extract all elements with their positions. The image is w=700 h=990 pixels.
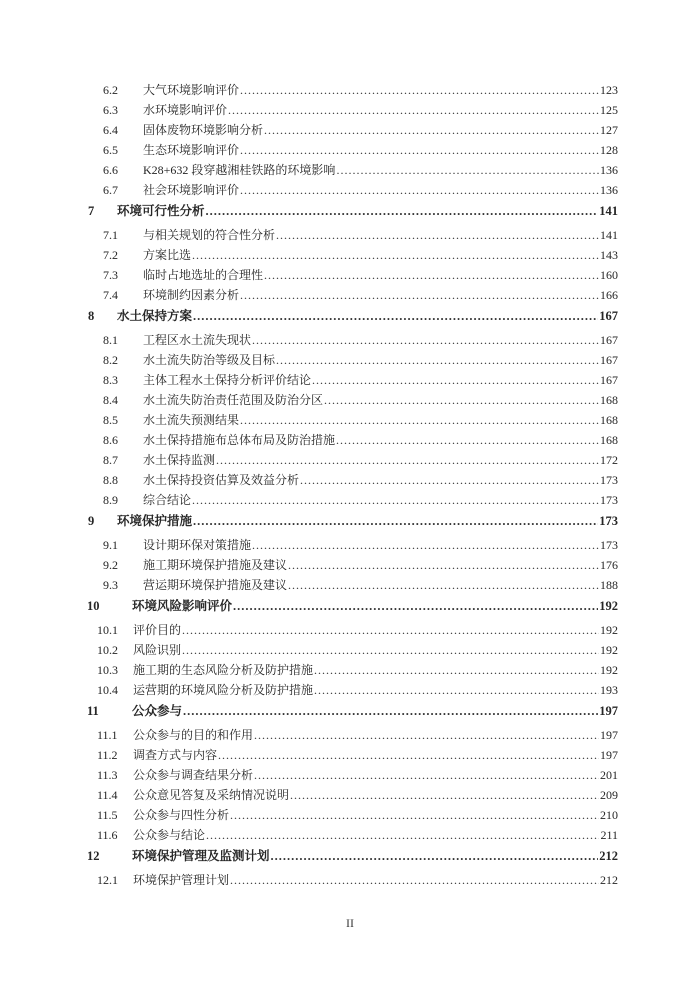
toc-entry-page: 127 bbox=[600, 123, 618, 137]
toc-entry bbox=[87, 100, 618, 120]
toc-entry-title: 社会环境影响评价 bbox=[143, 183, 240, 197]
toc-entry-title: 调查方式与内容 bbox=[133, 748, 218, 762]
toc-entry bbox=[87, 180, 618, 200]
toc-entry-page: 160 bbox=[600, 268, 618, 282]
toc-leader-dots bbox=[183, 701, 598, 721]
toc-entry-page: 167 bbox=[600, 353, 618, 367]
toc-leader-dots bbox=[252, 535, 599, 555]
toc-entry-number: 6.7 bbox=[103, 183, 118, 197]
toc-entry-number: 6.6 bbox=[103, 163, 118, 177]
toc-entry bbox=[87, 306, 618, 326]
toc-entry-number: 8 bbox=[88, 309, 95, 323]
toc-leader-dots bbox=[288, 555, 599, 575]
toc-entry-title: 主体工程水土保持分析评价结论 bbox=[143, 373, 312, 387]
toc-entry-page: 167 bbox=[600, 333, 618, 347]
toc-entry-page: 168 bbox=[600, 433, 618, 447]
toc-entry-number: 7.2 bbox=[103, 248, 118, 262]
toc-entry bbox=[87, 701, 618, 721]
toc-entry bbox=[87, 535, 618, 555]
toc-leader-dots bbox=[264, 120, 599, 140]
toc-entry-title: 水环境影响评价 bbox=[143, 103, 228, 117]
toc-entry-number: 9.1 bbox=[103, 538, 118, 552]
footer-page-number: II bbox=[346, 916, 354, 930]
toc-entry-number: 8.7 bbox=[103, 453, 118, 467]
toc-entry bbox=[87, 370, 618, 390]
toc-entry-title: 工程区水土流失现状 bbox=[143, 333, 252, 347]
toc-leader-dots bbox=[240, 140, 599, 160]
toc-entry-page: 168 bbox=[600, 413, 618, 427]
toc-entry-title: 环境制约因素分析 bbox=[143, 288, 240, 302]
toc-entry bbox=[87, 330, 618, 350]
toc-entry-number: 7.1 bbox=[103, 228, 118, 242]
toc-entry-title: 公众参与调查结果分析 bbox=[133, 768, 254, 782]
toc-entry-page: 197 bbox=[600, 748, 618, 762]
toc-leader-dots bbox=[276, 225, 599, 245]
toc-entry-number: 10.1 bbox=[97, 623, 118, 637]
toc-entry-page: 143 bbox=[600, 248, 618, 262]
toc-entry bbox=[87, 120, 618, 140]
toc-entry-title: 公众参与的目的和作用 bbox=[133, 728, 254, 742]
toc-entry-page: 136 bbox=[600, 163, 618, 177]
toc-entry bbox=[87, 410, 618, 430]
toc-entry-title: 公众参与 bbox=[132, 704, 183, 718]
toc-entry-number: 10 bbox=[87, 599, 100, 613]
toc-entry bbox=[87, 846, 618, 866]
toc-entry bbox=[87, 390, 618, 410]
toc-entry bbox=[87, 660, 618, 680]
toc-leader-dots bbox=[276, 350, 599, 370]
toc-entry bbox=[87, 765, 618, 785]
toc-entry-page: 193 bbox=[600, 683, 618, 697]
toc-entry-title: 评价目的 bbox=[133, 623, 182, 637]
toc-leader-dots bbox=[193, 511, 598, 531]
toc-entry-title: 营运期环境保护措施及建议 bbox=[143, 578, 288, 592]
toc-entry-title: 方案比选 bbox=[143, 248, 192, 262]
toc-entry-number: 11.5 bbox=[97, 808, 118, 822]
toc-leader-dots bbox=[182, 620, 599, 640]
toc-entry-page: 173 bbox=[600, 538, 618, 552]
toc-entry-page: 173 bbox=[600, 493, 618, 507]
toc-entry-title: 施工期的生态风险分析及防护措施 bbox=[133, 663, 314, 677]
toc-entry bbox=[87, 620, 618, 640]
toc-entry-number: 8.2 bbox=[103, 353, 118, 367]
toc-entry-title: 水土保持监测 bbox=[143, 453, 216, 467]
toc-entry-title: 水土流失防治等级及目标 bbox=[143, 353, 276, 367]
toc-entry-title: 水土保持投资估算及效益分析 bbox=[143, 473, 300, 487]
toc-entry-number: 11.4 bbox=[97, 788, 118, 802]
toc-entry-title: 大气环境影响评价 bbox=[143, 83, 240, 97]
toc-leader-dots bbox=[240, 180, 599, 200]
toc-entry-number: 6.3 bbox=[103, 103, 118, 117]
toc-entry-title: 综合结论 bbox=[143, 493, 192, 507]
toc-entry-page: 192 bbox=[600, 643, 618, 657]
toc-leader-dots bbox=[240, 80, 599, 100]
toc-entry bbox=[87, 870, 618, 890]
toc-entry-page: 136 bbox=[600, 183, 618, 197]
toc-entry-number: 11.2 bbox=[97, 748, 118, 762]
toc-leader-dots bbox=[218, 745, 599, 765]
toc-entry-title: 与相关规划的符合性分析 bbox=[143, 228, 276, 242]
toc-entry-page: 197 bbox=[599, 704, 618, 718]
toc-entry-page: 141 bbox=[599, 204, 618, 218]
toc-entry-page: 141 bbox=[600, 228, 618, 242]
toc-leader-dots bbox=[240, 285, 599, 305]
toc-entry-title: 运营期的环境风险分析及防护措施 bbox=[133, 683, 314, 697]
toc-entry bbox=[87, 490, 618, 510]
toc-entry-title: 水土保持方案 bbox=[117, 309, 193, 323]
toc-leader-dots bbox=[240, 410, 599, 430]
toc-entry bbox=[87, 430, 618, 450]
toc-leader-dots bbox=[264, 265, 599, 285]
toc-entry-title: 环境保护管理计划 bbox=[133, 873, 230, 887]
toc-entry-page: 168 bbox=[600, 393, 618, 407]
toc-entry-page: 167 bbox=[599, 309, 618, 323]
toc-entry-number: 8.9 bbox=[103, 493, 118, 507]
toc-entry bbox=[87, 596, 618, 616]
toc-leader-dots bbox=[182, 640, 599, 660]
toc-leader-dots bbox=[288, 575, 599, 595]
toc-leader-dots bbox=[336, 430, 599, 450]
toc-entry-page: 188 bbox=[600, 578, 618, 592]
toc-entry-number: 9.2 bbox=[103, 558, 118, 572]
toc-leader-dots bbox=[314, 680, 599, 700]
toc-leader-dots bbox=[252, 330, 599, 350]
toc-entry-number: 8.8 bbox=[103, 473, 118, 487]
toc-leader-dots bbox=[193, 306, 598, 326]
toc-entry-number: 11.1 bbox=[97, 728, 118, 742]
toc-entry-title: 环境风险影响评价 bbox=[132, 599, 233, 613]
toc-leader-dots bbox=[206, 825, 599, 845]
toc-entry bbox=[87, 725, 618, 745]
toc-entry-number: 7.3 bbox=[103, 268, 118, 282]
toc-entry-page: 172 bbox=[600, 453, 618, 467]
toc-entry bbox=[87, 225, 618, 245]
toc-entry bbox=[87, 680, 618, 700]
toc-leader-dots bbox=[300, 470, 599, 490]
toc-entry-page: 167 bbox=[600, 373, 618, 387]
toc-leader-dots bbox=[230, 805, 599, 825]
toc-entry-page: 173 bbox=[600, 473, 618, 487]
toc-entry bbox=[87, 160, 618, 180]
toc-entry-title: 水土流失预测结果 bbox=[143, 413, 240, 427]
toc-entry-number: 6.4 bbox=[103, 123, 118, 137]
toc-entry-title: 设计期环保对策措施 bbox=[143, 538, 252, 552]
toc-entry-page: 192 bbox=[600, 663, 618, 677]
toc-entry-number: 7.4 bbox=[103, 288, 118, 302]
toc-entry bbox=[87, 575, 618, 595]
toc-entry bbox=[87, 470, 618, 490]
toc-entry bbox=[87, 245, 618, 265]
toc-entry bbox=[87, 825, 618, 845]
toc-entry bbox=[87, 745, 618, 765]
toc-entry-number: 10.4 bbox=[97, 683, 118, 697]
toc-leader-dots bbox=[312, 370, 599, 390]
toc-leader-dots bbox=[254, 725, 599, 745]
toc-entry bbox=[87, 80, 618, 100]
toc-entry-number: 8.3 bbox=[103, 373, 118, 387]
toc-entry-number: 9.3 bbox=[103, 578, 118, 592]
toc-entry-page: 209 bbox=[600, 788, 618, 802]
toc-leader-dots bbox=[336, 160, 599, 180]
toc-entry-page: 123 bbox=[600, 83, 618, 97]
toc-entry-title: 公众意见答复及采纳情况说明 bbox=[133, 788, 290, 802]
toc-entry-page: 128 bbox=[600, 143, 618, 157]
toc-entry-number: 10.2 bbox=[97, 643, 118, 657]
toc-entry-page: 173 bbox=[599, 514, 618, 528]
toc-entry bbox=[87, 265, 618, 285]
toc-entry-title: 施工期环境保护措施及建议 bbox=[143, 558, 288, 572]
toc-leader-dots bbox=[314, 660, 599, 680]
toc-entry-number: 8.6 bbox=[103, 433, 118, 447]
toc-entry-page: 212 bbox=[599, 849, 618, 863]
toc-entry-number: 11.6 bbox=[97, 828, 118, 842]
toc-leader-dots bbox=[216, 450, 599, 470]
toc-entry-page: 212 bbox=[600, 873, 618, 887]
toc-entry-page: 201 bbox=[600, 768, 618, 782]
toc-entry-page: 192 bbox=[600, 623, 618, 637]
toc-entry-number: 8.5 bbox=[103, 413, 118, 427]
toc-entry-title: 临时占地选址的合理性 bbox=[143, 268, 264, 282]
toc-entry bbox=[87, 805, 618, 825]
toc-entry-title: 环境保护管理及监测计划 bbox=[132, 849, 270, 863]
toc-entry-page: 166 bbox=[600, 288, 618, 302]
toc-entry-page: 210 bbox=[600, 808, 618, 822]
toc-entry bbox=[87, 350, 618, 370]
toc-entry-title: 环境可行性分析 bbox=[117, 204, 205, 218]
toc-entry-number: 11.3 bbox=[97, 768, 118, 782]
toc-leader-dots bbox=[230, 870, 599, 890]
toc-entry-number: 9 bbox=[88, 514, 95, 528]
toc-entry-page: 125 bbox=[600, 103, 618, 117]
toc-entry-number: 11 bbox=[87, 704, 99, 718]
toc-entry-page: 197 bbox=[600, 728, 618, 742]
toc-entry-page: 192 bbox=[599, 599, 618, 613]
toc-leader-dots bbox=[290, 785, 599, 805]
toc-leader-dots bbox=[254, 765, 599, 785]
toc-entry-title: 水土保持措施布总体布局及防治措施 bbox=[143, 433, 336, 447]
toc-leader-dots bbox=[228, 100, 599, 120]
toc-leader-dots bbox=[271, 846, 599, 866]
toc-entry-number: 7 bbox=[88, 204, 95, 218]
toc-entry-title: 公众参与四性分析 bbox=[133, 808, 230, 822]
toc-entry-number: 8.4 bbox=[103, 393, 118, 407]
toc-entry bbox=[87, 785, 618, 805]
toc-entry-number: 12 bbox=[87, 849, 100, 863]
toc-entry-number: 12.1 bbox=[97, 873, 118, 887]
toc-leader-dots bbox=[192, 490, 599, 510]
toc-entry-title: 风险识别 bbox=[133, 643, 182, 657]
toc-entry-number: 10.3 bbox=[97, 663, 118, 677]
toc-entry-title: 固体废物环境影响分析 bbox=[143, 123, 264, 137]
toc-entry bbox=[87, 285, 618, 305]
toc-leader-dots bbox=[206, 201, 599, 221]
toc-entry bbox=[87, 511, 618, 531]
toc-entry bbox=[87, 555, 618, 575]
toc-entry bbox=[87, 201, 618, 221]
toc-entry-title: 环境保护措施 bbox=[117, 514, 193, 528]
toc-entry bbox=[87, 140, 618, 160]
toc-entry-number: 8.1 bbox=[103, 333, 118, 347]
toc-entry-page: 176 bbox=[600, 558, 618, 572]
toc-leader-dots bbox=[233, 596, 598, 616]
toc-leader-dots bbox=[192, 245, 599, 265]
toc-entry bbox=[87, 640, 618, 660]
toc-entry-title: 水土流失防治责任范围及防治分区 bbox=[143, 393, 324, 407]
toc-entry-title: K28+632 段穿越湘桂铁路的环境影响 bbox=[143, 163, 336, 177]
toc-entry-number: 6.5 bbox=[103, 143, 118, 157]
toc-entry-title: 生态环境影响评价 bbox=[143, 143, 240, 157]
toc-leader-dots bbox=[324, 390, 599, 410]
toc-entry-number: 6.2 bbox=[103, 83, 118, 97]
toc-entry-title: 公众参与结论 bbox=[133, 828, 206, 842]
toc-entry bbox=[87, 450, 618, 470]
toc-entry-page: 211 bbox=[600, 828, 618, 842]
